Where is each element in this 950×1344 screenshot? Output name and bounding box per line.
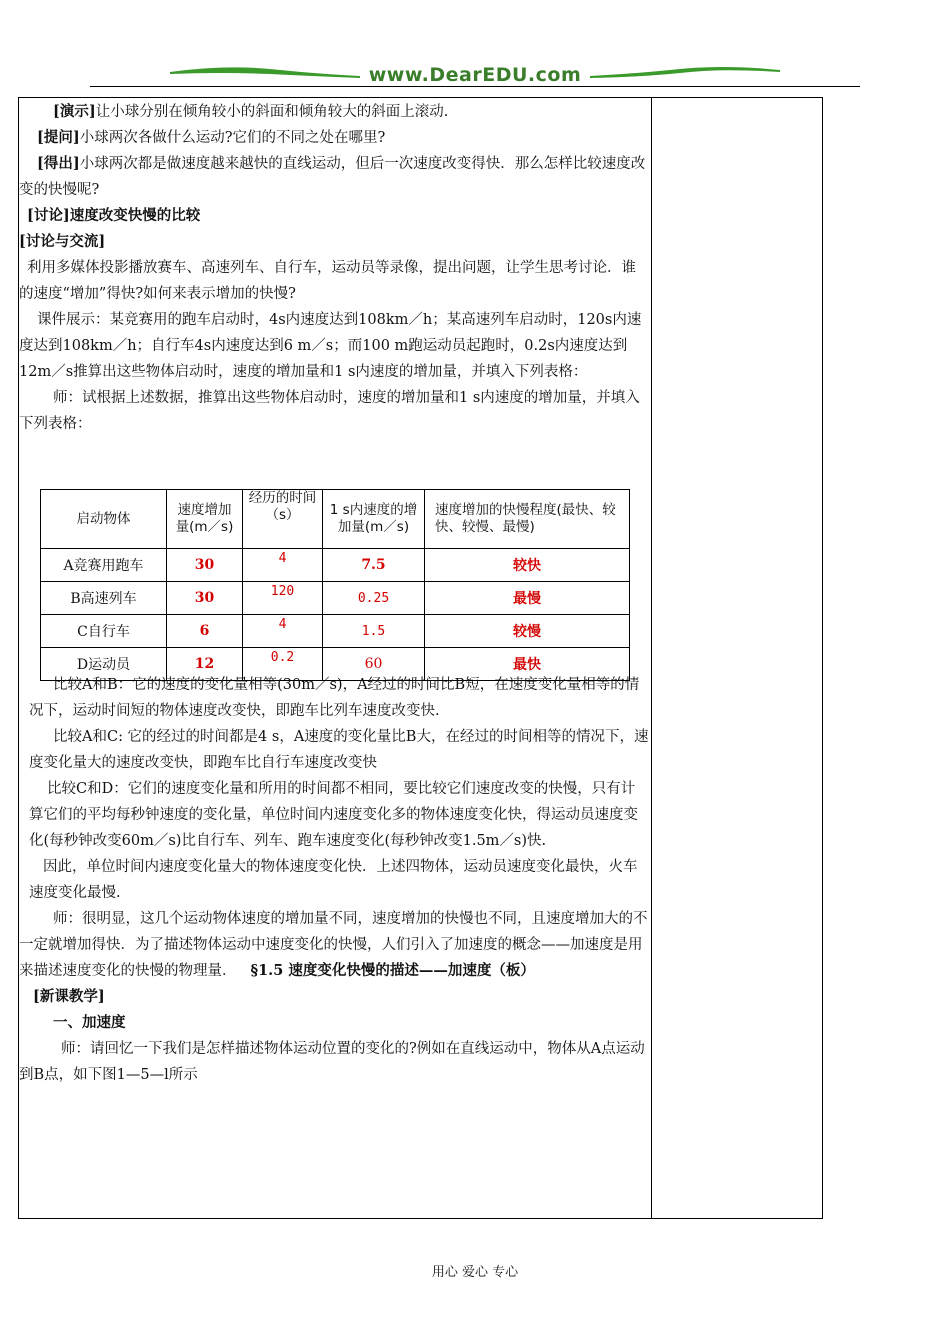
conclusion-label: [得出]	[37, 155, 80, 172]
header-per-second: 1 s内速度的增加量(m／s)	[323, 490, 425, 549]
cell-per-second: 1.5	[323, 615, 425, 648]
header-rule	[90, 86, 860, 87]
page-header	[90, 60, 860, 90]
left-swoosh-icon	[170, 64, 360, 78]
header-time: 经历的时间（s）	[243, 490, 323, 549]
table-row	[41, 582, 630, 615]
cell-object: D运动员	[41, 648, 167, 681]
acceleration-subhead: 一、加速度	[53, 1014, 126, 1031]
courseware-text: 课件展示：某竞赛用的跑车启动时，4s内速度达到108km／h；某高速列车启动时，120s内速度达到108km／h；自行车4s内速度达到6 m／s；而100 m跑运动员起跑时，0.2s内速度达到12m／s推算出这些物体启动时，速度的增加量和1 s内速度的增加量，并填入下列表格：	[19, 312, 642, 380]
cell-dv: 12	[167, 648, 243, 681]
table-row	[41, 615, 630, 648]
cell-time: 120	[243, 582, 323, 615]
cell-dv: 30	[167, 549, 243, 582]
acceleration-table	[40, 489, 630, 681]
compare-ac: 比较A和C: 它的经过的时间都是4 s，A速度的变化量比B大，在经过的时间相等的情况下，速度变化量大的速度改变快，即跑车比自行车速度改变快	[29, 729, 649, 771]
cell-object: A竞赛用跑车	[41, 549, 167, 582]
compare-ab: 比较A和B：它的速度的变化量相等(30m／s)，A经过的时间比B短，在速度变化量相等的情况下，运动时间短的物体速度改变快，即跑车比列车速度改变快.	[29, 677, 640, 719]
cell-dv: 30	[167, 582, 243, 615]
teacher-prompt-1: 师：试根据上述数据，推算出这些物体启动时，速度的增加量和1 s内速度的增加量，并填入下列表格：	[19, 390, 640, 432]
cell-object: C自行车	[41, 615, 167, 648]
cell-dv: 6	[167, 615, 243, 648]
exchange-title: [讨论与交流]	[19, 233, 106, 250]
cell-time: 4	[243, 549, 323, 582]
lesson-intro	[19, 99, 649, 437]
lesson-frame	[18, 97, 823, 1219]
right-swoosh-icon	[590, 64, 780, 78]
question-label: [提问]	[37, 129, 80, 146]
cell-rank: 最慢	[425, 582, 630, 615]
table-header-row	[41, 490, 630, 549]
conclusion-text: 小球两次都是做速度越来越快的直线运动，但后一次速度改变得快．那么怎样比较速度改变的快慢呢?	[19, 156, 646, 198]
compare-cd: 比较C和D：它们的速度变化量和所用的时间都不相同，要比较它们速度改变的快慢，只有计算它们的平均每秒钟速度的变化量，单位时间内速度变化多的物体速度变化快，得运动员速度变化(每秒钟改变60m／s)比自行车、列车、跑车速度变化(每秒钟改变1.5m／s)快.	[29, 781, 638, 849]
table-row	[41, 549, 630, 582]
demo-label: [演示]	[53, 103, 96, 120]
cell-rank: 较快	[425, 549, 630, 582]
exchange-text: 利用多媒体投影播放赛车、高速列车、自行车，运动员等录像，提出问题，让学生思考讨论．谁的速度“增加”得快?如何来表示增加的快慢?	[19, 260, 636, 302]
cell-time: 0.2	[243, 648, 323, 681]
section-title: §1.5 速度变化快慢的描述——加速度（板）	[250, 962, 535, 979]
page-footer: 用心 爱心 专心	[431, 1265, 519, 1280]
header-rank: 速度增加的快慢程度(最快、较快、较慢、最慢)	[425, 490, 630, 549]
cell-per-second: 0.25	[323, 582, 425, 615]
cell-rank: 较慢	[425, 615, 630, 648]
teacher-prompt-3: 师：请回忆一下我们是怎样描述物体运动位置的变化的?例如在直线运动中，物体从A点运动到B点，如下图1—5—l所示	[19, 1041, 645, 1083]
demo-text: 让小球分别在倾角较小的斜面和倾角较大的斜面上滚动.	[95, 104, 449, 120]
site-logo-text: www.DearEDU.com	[368, 64, 582, 86]
cell-object: B高速列车	[41, 582, 167, 615]
cell-rank: 最快	[425, 648, 630, 681]
question-text: 小球两次各做什么运动?它们的不同之处在哪里?	[79, 130, 386, 146]
cell-per-second: 7.5	[323, 549, 425, 582]
header-dv: 速度增加量(m／s)	[167, 490, 243, 549]
cell-per-second: 60	[323, 648, 425, 681]
header-object: 启动物体	[41, 490, 167, 549]
cell-time: 4	[243, 615, 323, 648]
column-divider	[651, 98, 652, 1218]
discuss-title: [讨论]速度改变快慢的比较	[27, 207, 201, 224]
teacher-prompt-2: 师：很明显，这几个运动物体速度的增加量不同，速度增加的快慢也不同，且速度增加大的不一定就增加得快．为了描述物体运动中速度变化的快慢，人们引入了加速度的概念——加速度是用来描述速度变化的快慢的物理量．	[19, 911, 648, 979]
lesson-analysis	[19, 672, 649, 1088]
therefore-text: 因此，单位时间内速度变化量大的物体速度变化快．上述四物体，运动员速度变化最快，火车速度变化最慢.	[29, 859, 638, 901]
new-lesson-title: [新课教学]	[33, 988, 105, 1005]
